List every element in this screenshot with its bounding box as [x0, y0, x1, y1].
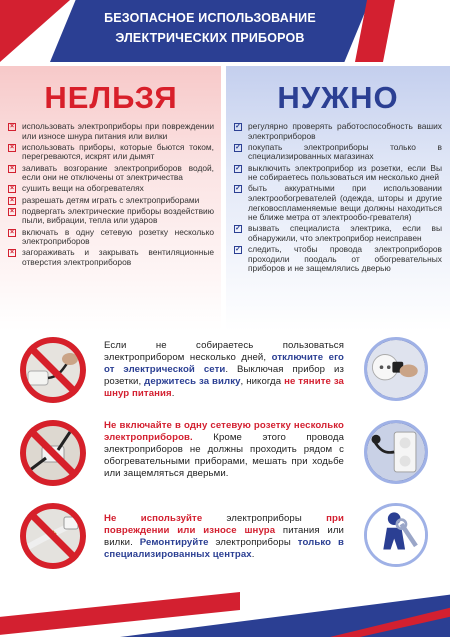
tip-overload-text: Не включайте в одну сетевую розетку несколько электроприборов. Кроме этого провода электроприборов не должны проходить рядом с обогревательными приборами, мешать при ходьбе или защемляться дверьми.	[104, 420, 344, 479]
forbidden-column	[0, 66, 222, 331]
list-item: ✓ быть аккуратными при использовании электрообогревателей (одежда, шторы и другие легковоспламеняемые вещи должны находиться не ближе метра от электрообо-гревателя)	[235, 183, 442, 223]
header-banner	[0, 0, 450, 62]
ban-overload-image	[20, 420, 86, 486]
check-box-icon: ✓	[235, 164, 241, 172]
list-item: × разрешать детям играть с электроприборами	[9, 194, 200, 205]
cross-box-icon: ×	[9, 164, 15, 172]
cross-box-icon: ×	[9, 143, 15, 151]
list-item: ✓ покупать электроприборы только в специализированных магазинах	[235, 141, 442, 162]
required-heading: НУЖНО	[277, 80, 399, 115]
check-box-icon: ✓	[235, 123, 241, 130]
ban-damaged-cord-image	[20, 503, 86, 569]
page-title	[60, 8, 360, 48]
title-line-1: БЕЗОПАСНОЕ ИСПОЛЬЗОВАНИЕ	[104, 11, 316, 25]
rules-panel	[0, 66, 450, 331]
title-line-2: ЭЛЕКТРИЧЕСКИХ ПРИБОРОВ	[115, 31, 305, 45]
list-item: × заливать возгорание электроприборов водой, если они не отключены от электричества	[9, 162, 214, 183]
list-item: ✓ регулярно проверять работоспособность ваших электроприборов	[235, 121, 442, 141]
socket-image	[364, 420, 428, 484]
forbidden-heading: НЕЛЬЗЯ	[44, 80, 178, 115]
repairman-image	[364, 503, 428, 567]
list-item: ✓ выключить электроприбор из розетки, если Вы не собираетесь пользоваться им несколько дней	[235, 162, 442, 183]
tip-unplug-text: Если не собираетесь пользоваться электроприбором несколько дней, отключите его от электрической сети. Выключая прибор из розетки, держитесь за вилку, никогда не тяните за шнур питания.	[104, 340, 344, 399]
required-list	[234, 122, 442, 275]
required-column	[226, 66, 450, 331]
list-item: × использовать электроприборы при повреждении или износе шнура питания или вилки	[9, 121, 214, 141]
cross-box-icon: ×	[9, 123, 15, 130]
check-box-icon: ✓	[235, 225, 241, 233]
list-item: ✓ вызвать специалиста электрика, если вы обнаружили, что электроприбор неисправен	[235, 223, 442, 243]
cross-box-icon: ×	[9, 228, 15, 236]
cross-box-icon: ×	[9, 249, 15, 257]
socket-panel-illustration	[367, 423, 425, 481]
check-box-icon: ✓	[235, 246, 241, 254]
list-item: ✓ следить, чтобы провода электроприборов проходили поодаль от обогревательных приборов и не защемлялись дверью	[235, 244, 442, 274]
list-item: × использовать приборы, которые бьются током, перегреваются, искрят или дымят	[9, 141, 214, 162]
check-box-icon: ✓	[235, 185, 241, 193]
hand-unplug-image	[364, 337, 428, 401]
cross-box-icon: ×	[9, 207, 15, 215]
cross-box-icon: ×	[9, 185, 15, 193]
plug-socket-illustration	[367, 340, 425, 398]
ban-pull-cord-image	[20, 337, 86, 403]
footer-stripes	[0, 592, 450, 637]
list-item: × загораживать и закрывать вентиляционные отверстия электроприборов	[9, 247, 214, 267]
tip-repair-text: Не используйте электроприборы при повреждении или износе шнура питания или вилки. Ремонтируйте электроприборы только в специализированных центрах.	[104, 513, 345, 560]
list-item: × подвергать электрические приборы воздействию пыли, вибрации, тепла или ударов	[9, 205, 214, 226]
check-box-icon: ✓	[235, 143, 241, 151]
repairman-wrench-icon	[367, 506, 425, 564]
forbidden-list	[8, 122, 214, 269]
list-item: × сушить вещи на обогревателях	[9, 183, 144, 194]
list-item: × включать в одну сетевую розетку несколько электроприборов	[9, 226, 214, 247]
cross-box-icon: ×	[9, 196, 15, 204]
